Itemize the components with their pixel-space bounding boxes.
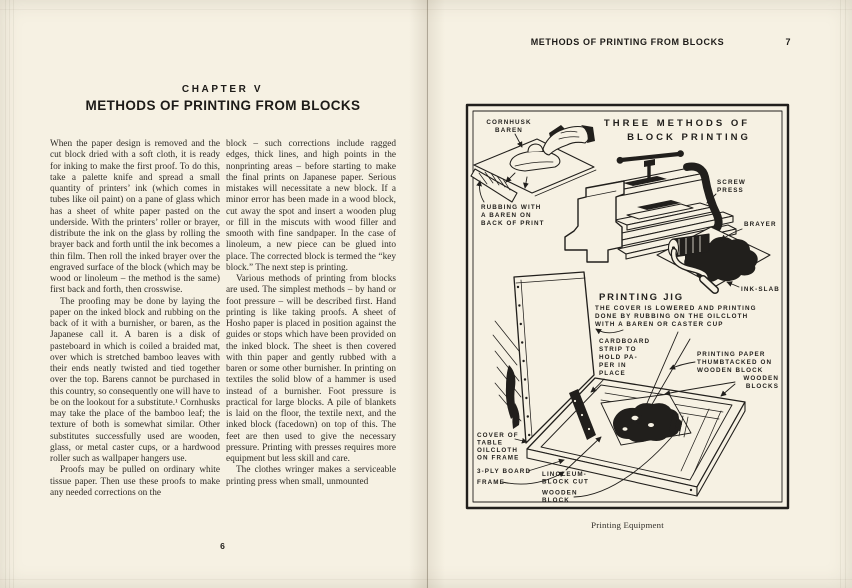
label-3-ply-board: 3-PLY BOARD <box>477 468 532 475</box>
label-cornhusk-baren: BAREN <box>495 127 523 134</box>
label-cover-of-table: COVER OF <box>477 432 519 439</box>
label-rubbing-note: BACK OF PRINT <box>481 220 545 227</box>
label-jig-note: THE COVER IS LOWERED AND PRINTING <box>595 305 757 312</box>
label-frame: FRAME <box>477 479 505 486</box>
body-paragraph: block – such corrections include ragged edges, thick lines, and high points in the nonprinting areas – before starting to make the final prints on Japanese paper. Serious mistakes will necessitate a new block. If a minor error has been made in a wood block, cut away the spot and insert a wooden plug or fill in the miscuts with wood filler and smooth with fine sandpaper. In the case of linoleum, a new piece can be glued into place. The corrected block is termed the “key block.” The next step is printing. <box>226 139 396 273</box>
figure-illustration <box>465 103 790 510</box>
label-wooden-blocks: WOODEN <box>743 375 779 382</box>
body-paragraph: The clothes wringer makes a serviceable printing press when small, unmounted <box>226 465 396 487</box>
label-cover-of-table: ON FRAME <box>477 454 520 462</box>
left-page-column-2 <box>226 139 396 488</box>
body-paragraph: When the paper design is removed and the cut block dried with a soft cloth, it is ready for inking to make the first proof. To do this, take a palette knife and spread a small quantity of printers’ ink (which comes in tubes like oil paint) on a pane of glass which has a sheet of white paper pasted on the underside. With the printers’ roller or brayer, distribute the ink on the glass by rolling the brayer back and forth until the ink becomes a thin film. Then roll the inked brayer over the engraved surface of the block (which may be wood or linoleum – the method is the same) first back and forth, then crosswise. <box>50 139 220 296</box>
book-gutter-line <box>427 0 428 588</box>
chapter-label: CHAPTER V <box>181 84 264 95</box>
label-cardboard-strip: STRIP TO <box>599 346 637 353</box>
label-cover-of-table: OILCLOTH <box>477 447 518 454</box>
label-jig-note: WITH A BAREN OR CASTER CUP <box>595 321 724 328</box>
label-wooden-block: WOODEN <box>542 489 578 497</box>
body-paragraph: The proofing may be done by laying the paper on the inked block and rubbing on the back of it with a burnisher, or baren, as the Japanese call it. A baren is a disk of pasteboard in which is coiled a braided mat, over which is stretched bamboo leaves with their ends neatly twisted and tied together over the top. Barens cannot be purchased in this country, so consequently one will have to be on the lookout for a substitute.¹ Cornhusks may take the place of the bamboo leaf; the texture of both is somewhat similar. Other substitutes successfully used are wooden, glass, or metal caster cups, or a hardwood roller such as wallpaper hangers use. <box>50 296 220 464</box>
label-linoleum-block-cut: BLOCK CUT <box>542 478 589 486</box>
label-cardboard-strip: HOLD PA- <box>599 354 638 361</box>
label-printing-paper: WOODEN BLOCK <box>697 367 764 374</box>
label-rubbing-note: RUBBING WITH <box>481 204 542 211</box>
label-rubbing-note: A BAREN ON <box>481 212 532 219</box>
label-printing-paper: THUMBTACKED ON <box>697 359 773 366</box>
figure-title-line2: BLOCK PRINTING <box>627 132 751 143</box>
label-printing-jig: PRINTING JIG <box>599 292 684 303</box>
body-paragraph: Proofs may be pulled on ordinary white tissue paper. Then use these proofs to make any needed corrections on the <box>50 465 220 498</box>
label-screw-press: SCREW <box>717 179 746 186</box>
label-wooden-block: BLOCK <box>542 497 570 504</box>
page-number-right: 7 <box>785 37 791 47</box>
label-wooden-blocks: BLOCKS <box>745 383 779 390</box>
label-linoleum-block-cut: LINOLEUM- <box>542 471 587 478</box>
page-number-left: 6 <box>220 541 225 551</box>
label-printing-paper: PRINTING PAPER <box>697 351 766 358</box>
running-head: METHODS OF PRINTING FROM BLOCKS <box>530 37 725 47</box>
label-cornhusk-baren: CORNHUSK <box>486 119 532 126</box>
figure-title-line1: THREE METHODS OF <box>603 118 751 129</box>
label-brayer: BRAYER <box>744 221 777 228</box>
figure-printing-equipment <box>465 103 790 510</box>
label-cover-of-table: TABLE <box>477 439 504 447</box>
page-edge-line <box>13 0 14 588</box>
page-edge-line <box>840 0 841 588</box>
page-edge-line <box>9 0 10 588</box>
label-cardboard-strip: PLACE <box>599 370 626 377</box>
baren-rubbing-drawing <box>471 125 596 202</box>
label-cardboard-strip: PER IN <box>599 362 627 369</box>
figure-caption: Printing Equipment <box>591 520 664 530</box>
label-ink-slab: INK-SLAB <box>741 286 780 293</box>
label-cardboard-strip: CARDBOARD <box>599 338 651 345</box>
left-page-column-1 <box>50 139 220 499</box>
chapter-title: METHODS OF PRINTING FROM BLOCKS <box>85 98 361 113</box>
page-edge-line <box>845 0 846 588</box>
body-paragraph: Various methods of printing from blocks are used. The simplest methods – by hand or foot pressure – will be described first. Hand printing is like taking proofs. A sheet of Hosho paper is placed in position against the guides or stops which have been provided on the inked block. The sheet is then covered with thin paper and gently rubbed with a baren or some other burnisher. In printing on textiles the solid blow of a hammer is used instead of a burnisher. Foot pressure is practical for large blocks. A pile of blankets is laid on the floor, the textile next, and the inked block (facedown) on top of this. The feet are then used to give the necessary pressure. Printing with presses requires more equipment but less skill and care. <box>226 274 396 464</box>
label-screw-press: PRESS <box>717 187 744 194</box>
page-edge-line <box>5 0 6 588</box>
label-jig-note: DONE BY RUBBING ON THE OILCLOTH <box>595 313 749 320</box>
